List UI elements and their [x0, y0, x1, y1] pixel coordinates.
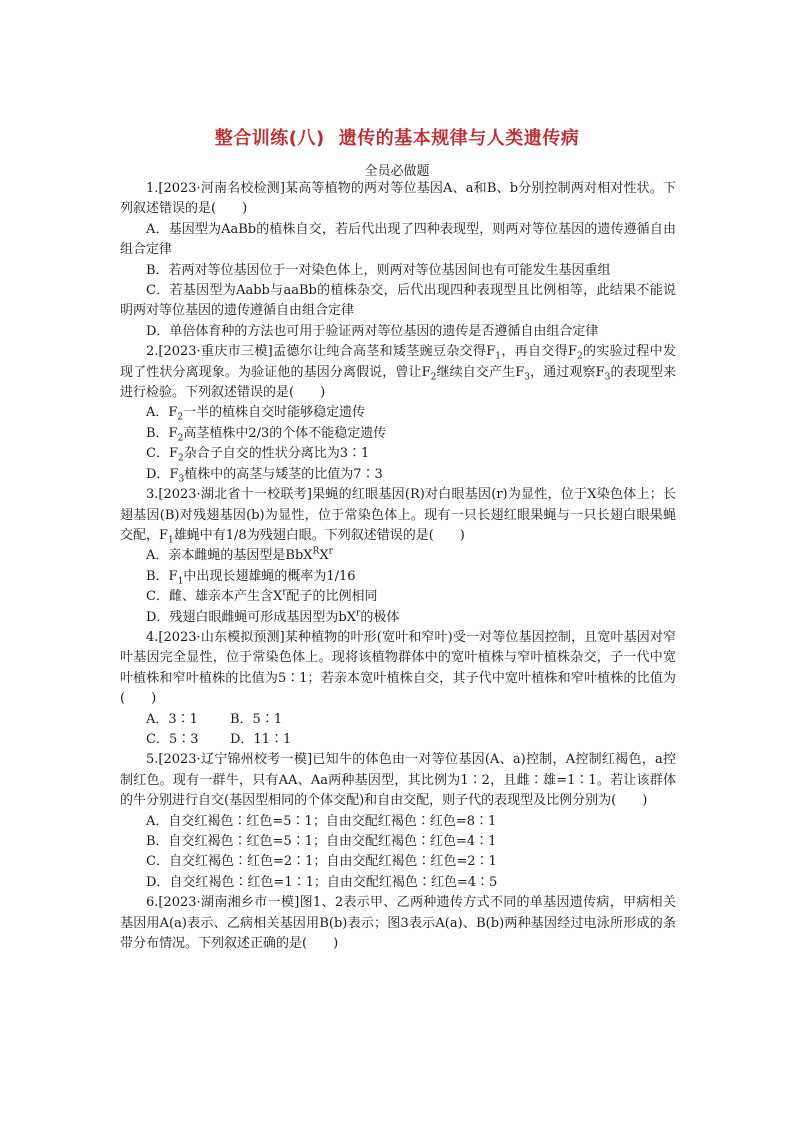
question-3-stem: 3.[2023·湖北省十一校联考]果蝇的红眼基因(R)对白眼基因(r)为显性，位于X染色体上；长翅基因(B)对残翅基因(b)为显性，位于常染色体上。现有一只长翅红眼果蝇与一只长翅白眼果蝇交配，$F_1$雄蝇中有1/8为残翅白眼。下列叙述错误的是( ) — [120, 487, 676, 546]
question-4-option-d: D．11∶1 — [230, 731, 292, 747]
question-4-options-cd — [120, 730, 676, 750]
question-4-stem: 4.[2023·山东模拟预测]某种植物的叶形(宽叶和窄叶)受一对等位基因控制，且宽叶基因对窄叶基因完全显性，位于常染色体上。现将该植物群体中的宽叶植株与窄叶植株杂交，子一代中宽叶植株和窄叶植株的比值为5∶1；若亲本宽叶植株自交，其子代中宽叶植株和窄叶植株的比值为( ) — [120, 629, 676, 707]
question-1-option-d: D．单倍体育种的方法也可用于验证两对等位基因的遗传是否遵循自由组合定律 — [146, 323, 599, 339]
question-1-stem: 1.[2023·河南名校检测]某高等植物的两对等位基因A、a和B、b分别控制两对相对性状。下列叙述错误的是( ) — [120, 181, 676, 217]
question-5-option-a: A．自交红褐色∶红色=5∶1；自由交配红褐色∶红色=8∶1 — [146, 813, 497, 829]
title-part-2: 遗传的基本规律与人类遗传病 — [338, 128, 580, 149]
title-part-1: 整合训练(八) — [214, 128, 325, 149]
question-4-option-c: C．5∶3 — [146, 731, 199, 747]
section-heading: 全员必做题 — [364, 164, 430, 179]
question-3-option-a: A．亲本雌蝇的基因型是$BbX^RX^r$ — [146, 546, 333, 564]
question-5-stem: 5.[2023·辽宁锦州校考一模]已知牛的体色由一对等位基因(A、a)控制，A控制红褐色，a控制红色。现有一群牛，只有AA、Aa两种基因型，其比例为1∶2，且雌∶雄=1∶1。若让该群体的牛分别进行自交(基因型相同的个体交配)和自由交配，则子代的表现型及比例分别为( ) — [120, 752, 676, 809]
question-2-stem: 2.[2023·重庆市三模]孟德尔让纯合高茎和矮茎豌豆杂交得$F_1$，再自交得$F_2$的实验过程中发现了性状分离现象。为验证他的基因分离假说，曾让$F_2$继续自交产生$F_3$，通过观察$F_3$的表现型来进行检验。下列叙述错误的是( ) — [120, 344, 676, 401]
question-2-option-c: C．$F_2$杂合子自交的性状分离比为3∶1 — [146, 446, 370, 464]
question-1-option-b: B．若两对等位基因位于一对染色体上，则两对等位基因间也有可能发生基因重组 — [146, 262, 611, 278]
question-1-option-c: C．若基因型为Aabb与aaBb的植株杂交，后代出现四种表现型且比例相等，此结果不能说明两对等位基因的遗传遵循自由组合定律 — [120, 283, 676, 319]
question-5-option-d: D．自交红褐色∶红色=1∶1；自由交配红褐色∶红色=4∶5 — [146, 874, 498, 890]
question-5-option-c: C．自交红褐色∶红色=2∶1；自由交配红褐色∶红色=2∶1 — [146, 854, 497, 870]
question-4-options-ab — [120, 710, 676, 730]
question-2-option-a: A．$F_2$一半的植株自交时能够稳定遗传 — [146, 405, 366, 424]
question-list — [120, 179, 676, 954]
question-6-stem: 6.[2023·湖南湘乡市一模]图1、2表示甲、乙两种遗传方式不同的单基因遗传病，甲病相关基因用A(a)表示、乙病相关基因用B(b)表示；图3表示A(a)、B(b)两种基因经过电泳所形成的条带分布情况。下列叙述正确的是( ) — [120, 895, 676, 952]
question-2-option-d: D．$F_3$植株中的高茎与矮茎的比值为7∶3 — [146, 466, 383, 485]
page-title — [0, 124, 794, 150]
question-3-option-d: D．残翅白眼雌蝇可形成基因型为$bX^r$的极体 — [146, 608, 400, 625]
question-1-option-a: A．基因型为AaBb的植株自交，若后代出现了四种表现型，则两对等位基因的遗传遵循自由组合定律 — [120, 221, 676, 258]
question-4-option-b: B．5∶1 — [230, 711, 283, 727]
question-5-option-b: B．自交红褐色∶红色=5∶1；自由交配红褐色∶红色=4∶1 — [146, 834, 497, 849]
question-3-option-b: B．$F_1$中出现长翅雄蝇的概率为1/16 — [146, 568, 356, 587]
question-2-option-b: B．$F_2$高茎植株中2/3的个体不能稳定遗传 — [146, 425, 387, 444]
question-3-option-c: C．雌、雄亲本产生含$X^r$配子的比例相同 — [146, 587, 378, 605]
question-4-option-a: A．3∶1 — [146, 711, 198, 727]
